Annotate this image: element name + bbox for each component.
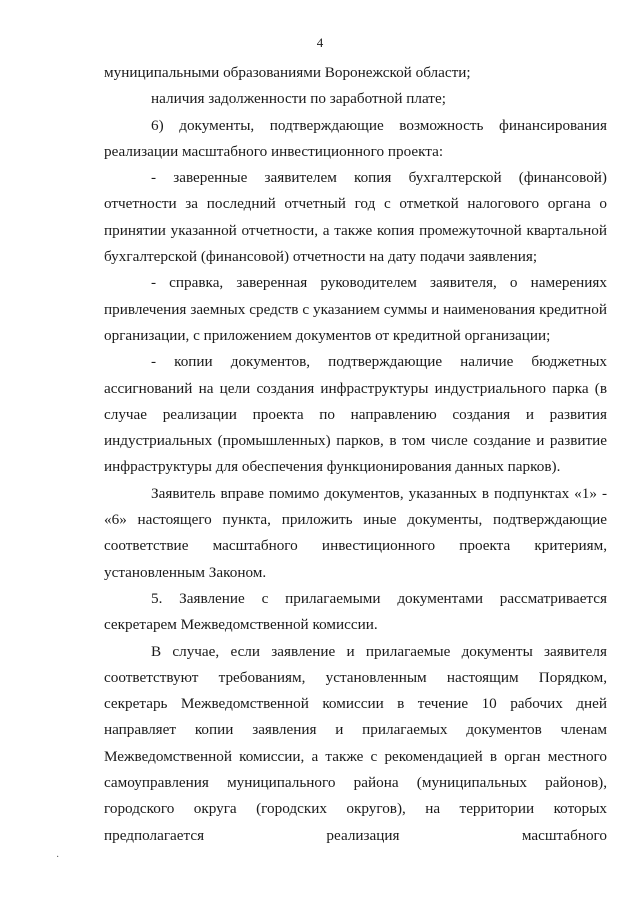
paragraph-item-6-financing: 6) документы, подтверждающие возможность финансирования реализации масштабного инвестиционного проекта: — [104, 116, 607, 160]
paragraph-bullet-budget-documents: - копии документов, подтверждающие наличие бюджетных ассигнований на цели создания инфраструктуры индустриального парка (в случае реализации проекта по направлению создания и развития индустриальных (промышленных) парков, в том числе создание и развитие инфраструктуры для обеспечения функционирования данных парков). — [104, 353, 607, 476]
paragraph-item-5-review: 5. Заявление с прилагаемыми документами рассматривается секретарем Межведомственной комиссии. — [104, 589, 607, 634]
paragraph-additional-documents: Заявитель вправе помимо документов, указанных в подпунктах «1» - «6» настоящего пункта, приложить иные документы, подтверждающие соответствие масштабного инвестиционного проекта критериям, установленным Законом. — [104, 484, 607, 581]
paragraph-commission-procedure: В случае, если заявление и прилагаемые документы заявителя соответствуют требованиям, установленным настоящим Порядком, секретарь Межведомственной комиссии в течение 10 рабочих дней направляет копии заявления и прилагаемых документов членам Межведомственной комиссии, а также с рекомендацией в орган местного самоуправления муниципального района (муниципальных районов), городского округа (городских округов), на территории которых предполагается реализация масштабного — [104, 642, 607, 844]
document-body — [104, 60, 607, 849]
scan-artifact-mark: · — [56, 852, 60, 863]
paragraph-bullet-accounting-reports: - заверенные заявителем копия бухгалтерской (финансовой) отчетности за последний отчетный год с отметкой налогового органа о принятии указанной отчетности, а также копия промежуточной квартальной бухгалтерской (финансовой) отчетности на дату подачи заявления; — [104, 169, 607, 266]
paragraph-salary-debt: наличия задолженности по заработной плате; — [151, 90, 446, 108]
paragraph-municipal-continuation: муниципальными образованиями Воронежской области; — [104, 64, 471, 81]
paragraph-bullet-loan-certificate: - справка, заверенная руководителем заявителя, о намерениях привлечения заемных средств с указанием суммы и наименования кредитной организации, с приложением документов от кредитной организации; — [104, 274, 607, 344]
page-number: 4 — [316, 35, 324, 50]
